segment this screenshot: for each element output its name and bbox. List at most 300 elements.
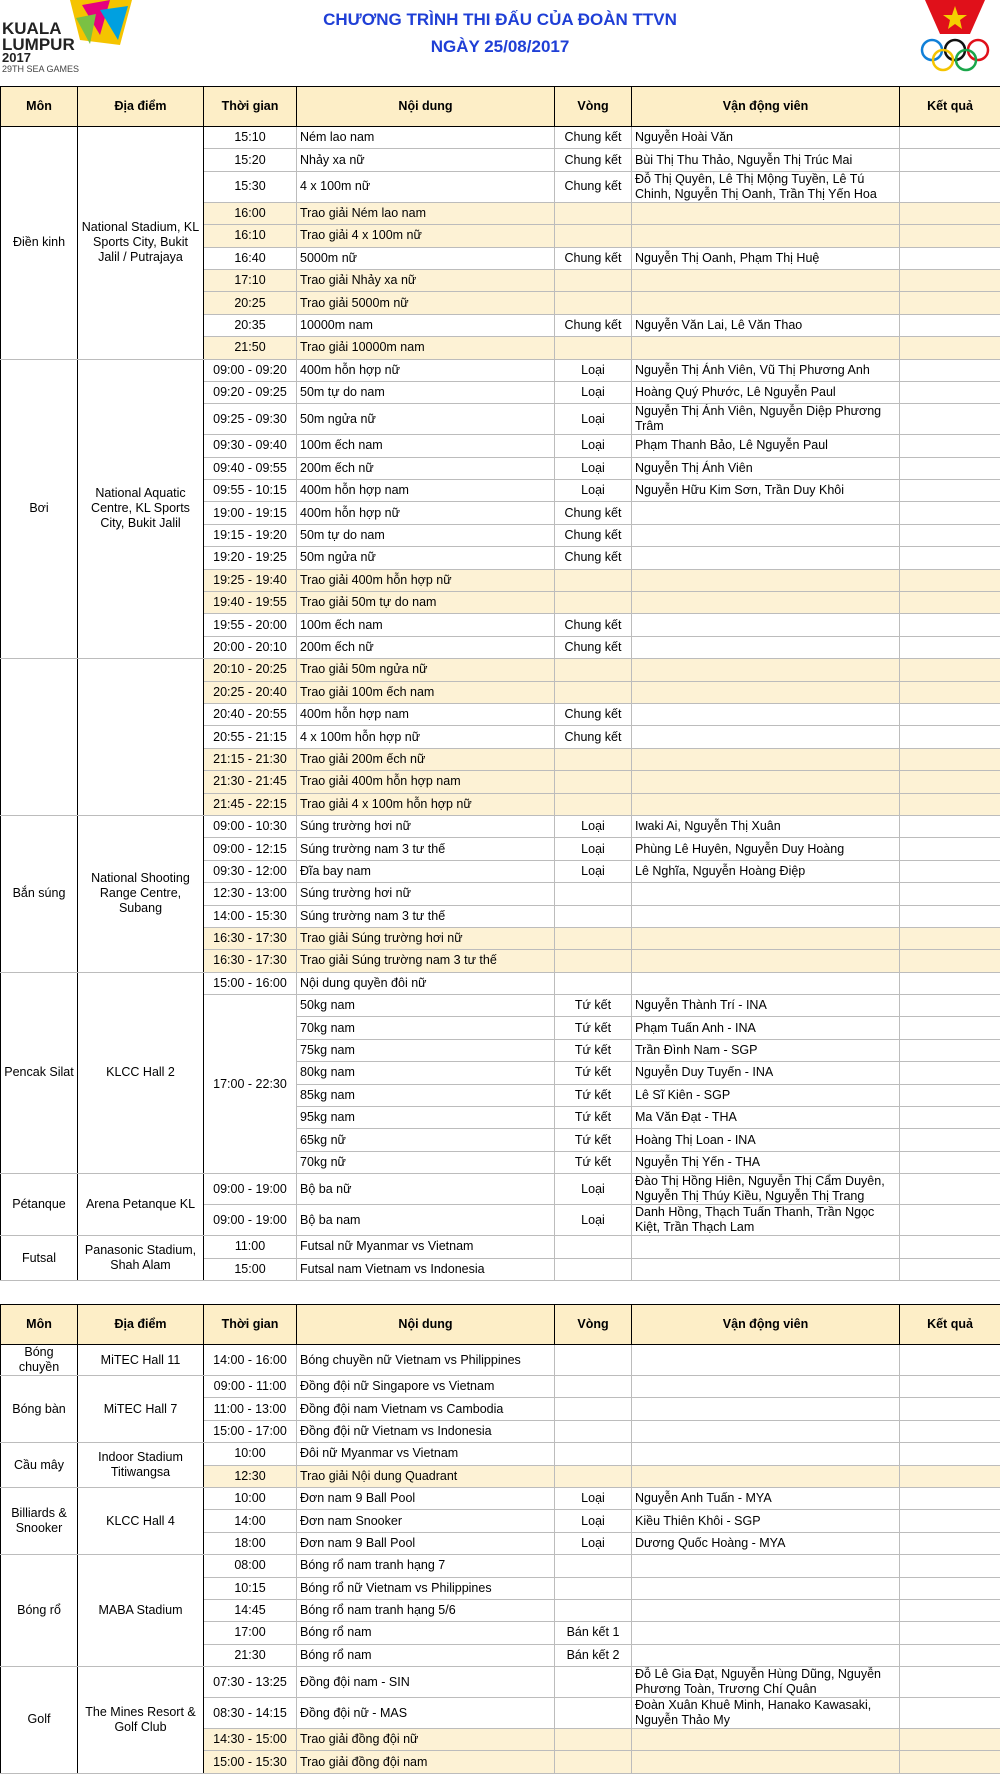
event-cell: Bộ ba nữ xyxy=(297,1174,555,1205)
table-row xyxy=(1,127,1000,149)
page-date: NGÀY 25/08/2017 xyxy=(430,37,570,56)
athletes-cell: Hoàng Thị Loan - INA xyxy=(632,1129,900,1151)
venue-cell: MiTEC Hall 11 xyxy=(78,1345,204,1376)
event-cell: 75kg nam xyxy=(297,1039,555,1061)
result-cell xyxy=(900,1532,1000,1554)
result-cell xyxy=(900,838,1000,860)
result-cell xyxy=(900,1751,1000,1773)
round-cell: Loại xyxy=(555,1510,632,1532)
time-cell: 15:00 xyxy=(204,1258,297,1280)
event-cell: 50m ngửa nữ xyxy=(297,404,555,435)
result-cell xyxy=(900,1577,1000,1599)
round-cell: Loại xyxy=(555,381,632,403)
athletes-cell: Nguyễn Thị Ánh Viên, Nguyễn Diệp Phương Trâm xyxy=(632,404,900,435)
column-header-venue: Địa điểm xyxy=(78,87,204,127)
svg-text:KUALA: KUALA xyxy=(2,19,62,38)
round-cell: Loại xyxy=(555,480,632,502)
round-cell xyxy=(555,1236,632,1258)
event-cell: Đồng đội nữ Singapore vs Vietnam xyxy=(297,1376,555,1398)
event-cell: 400m hỗn hợp nam xyxy=(297,703,555,725)
athletes-cell xyxy=(632,748,900,770)
athletes-cell xyxy=(632,1729,900,1751)
venue-cell: MABA Stadium xyxy=(78,1555,204,1667)
result-cell xyxy=(900,337,1000,359)
event-cell: 4 x 100m hỗn hợp nữ xyxy=(297,726,555,748)
round-cell xyxy=(555,1751,632,1773)
time-cell: 09:00 - 10:30 xyxy=(204,815,297,837)
result-cell xyxy=(900,1017,1000,1039)
round-cell: Tứ kết xyxy=(555,1017,632,1039)
result-cell xyxy=(900,127,1000,149)
sport-cell: Billiards & Snooker xyxy=(1,1487,78,1554)
round-cell xyxy=(555,202,632,224)
result-cell xyxy=(900,614,1000,636)
athletes-cell: Nguyễn Thị Ánh Viên, Vũ Thị Phương Anh xyxy=(632,359,900,381)
result-cell xyxy=(900,592,1000,614)
time-cell: 16:40 xyxy=(204,247,297,269)
event-cell: 70kg nữ xyxy=(297,1151,555,1173)
sport-cell: Pencak Silat xyxy=(1,972,78,1174)
result-cell xyxy=(900,1622,1000,1644)
athletes-cell xyxy=(632,1465,900,1487)
athletes-cell xyxy=(632,1420,900,1442)
athletes-cell: Trần Đình Nam - SGP xyxy=(632,1039,900,1061)
round-cell: Chung kết xyxy=(555,502,632,524)
athletes-cell: Hoàng Quý Phước, Lê Nguyễn Paul xyxy=(632,381,900,403)
time-cell: 11:00 - 13:00 xyxy=(204,1398,297,1420)
round-cell xyxy=(555,950,632,972)
result-cell xyxy=(900,1205,1000,1236)
time-cell: 15:00 - 17:00 xyxy=(204,1420,297,1442)
athletes-cell: Ma Văn Đạt - THA xyxy=(632,1107,900,1129)
table-header-row xyxy=(1,87,1000,127)
time-cell: 09:00 - 09:20 xyxy=(204,359,297,381)
athletes-cell xyxy=(632,1599,900,1621)
time-cell: 15:00 - 15:30 xyxy=(204,1751,297,1773)
event-cell: Bóng rổ nam tranh hạng 5/6 xyxy=(297,1599,555,1621)
round-cell: Chung kết xyxy=(555,171,632,202)
event-cell: 50m tự do nam xyxy=(297,381,555,403)
round-cell xyxy=(555,905,632,927)
result-cell xyxy=(900,1062,1000,1084)
event-cell: Súng trường hơi nữ xyxy=(297,815,555,837)
time-cell: 15:00 - 16:00 xyxy=(204,972,297,994)
athletes-cell xyxy=(632,950,900,972)
athletes-cell: Lê Sĩ Kiên - SGP xyxy=(632,1084,900,1106)
round-cell xyxy=(555,1577,632,1599)
athletes-cell xyxy=(632,883,900,905)
table-row xyxy=(1,1345,1000,1376)
column-header-round: Vòng xyxy=(555,1305,632,1345)
event-cell: 400m hỗn hợp nữ xyxy=(297,359,555,381)
svg-text:29TH SEA GAMES: 29TH SEA GAMES xyxy=(2,64,80,74)
round-cell: Loại xyxy=(555,815,632,837)
athletes-cell: Nguyễn Thành Trí - INA xyxy=(632,995,900,1017)
athletes-cell xyxy=(632,547,900,569)
result-cell xyxy=(900,950,1000,972)
event-cell: Trao giải Súng trường hơi nữ xyxy=(297,927,555,949)
athletes-cell xyxy=(632,524,900,546)
athletes-cell: Bùi Thị Thu Thảo, Nguyễn Thị Trúc Mai xyxy=(632,149,900,171)
result-cell xyxy=(900,927,1000,949)
schedule-table-secondary xyxy=(0,1304,1000,1774)
round-cell: Chung kết xyxy=(555,547,632,569)
athletes-cell: Lê Nghĩa, Nguyễn Hoàng Điệp xyxy=(632,860,900,882)
time-cell: 21:50 xyxy=(204,337,297,359)
venue-cell: National Aquatic Centre, KL Sports City, Bukit Jalil xyxy=(78,359,204,659)
event-cell: 200m ếch nữ xyxy=(297,636,555,658)
event-cell: Futsal nữ Myanmar vs Vietnam xyxy=(297,1236,555,1258)
round-cell xyxy=(555,1398,632,1420)
sport-cell xyxy=(1,659,78,816)
event-cell: Đĩa bay nam xyxy=(297,860,555,882)
round-cell: Chung kết xyxy=(555,703,632,725)
time-cell: 21:15 - 21:30 xyxy=(204,748,297,770)
event-cell: 50m ngửa nữ xyxy=(297,547,555,569)
time-cell: 10:00 xyxy=(204,1487,297,1509)
round-cell xyxy=(555,569,632,591)
table-row xyxy=(1,1667,1000,1698)
athletes-cell xyxy=(632,972,900,994)
result-cell xyxy=(900,771,1000,793)
page-header xyxy=(0,0,1000,84)
result-cell xyxy=(900,905,1000,927)
sport-cell: Bóng chuyền xyxy=(1,1345,78,1376)
time-cell: 21:30 xyxy=(204,1644,297,1666)
time-cell: 09:00 - 11:00 xyxy=(204,1376,297,1398)
time-cell: 15:10 xyxy=(204,127,297,149)
athletes-cell: Danh Hồng, Thạch Tuấn Thanh, Trần Ngọc Kiệt, Trần Thạch Lam xyxy=(632,1205,900,1236)
time-cell: 20:40 - 20:55 xyxy=(204,703,297,725)
event-cell: Trao giải Ném lao nam xyxy=(297,202,555,224)
result-cell xyxy=(900,1174,1000,1205)
athletes-cell: Nguyễn Anh Tuấn - MYA xyxy=(632,1487,900,1509)
time-cell: 19:25 - 19:40 xyxy=(204,569,297,591)
column-header-result: Kết quả xyxy=(900,1305,1000,1345)
round-cell: Chung kết xyxy=(555,614,632,636)
time-cell: 15:20 xyxy=(204,149,297,171)
time-cell: 09:00 - 19:00 xyxy=(204,1174,297,1205)
result-cell xyxy=(900,1236,1000,1258)
result-cell xyxy=(900,1644,1000,1666)
event-cell: Súng trường hơi nữ xyxy=(297,883,555,905)
result-cell xyxy=(900,1487,1000,1509)
round-cell xyxy=(555,592,632,614)
result-cell xyxy=(900,480,1000,502)
athletes-cell xyxy=(632,592,900,614)
round-cell: Bán kết 1 xyxy=(555,1622,632,1644)
result-cell xyxy=(900,404,1000,435)
time-cell: 17:00 xyxy=(204,1622,297,1644)
result-cell xyxy=(900,659,1000,681)
time-cell: 09:25 - 09:30 xyxy=(204,404,297,435)
result-cell xyxy=(900,202,1000,224)
column-header-time: Thời gian xyxy=(204,87,297,127)
result-cell xyxy=(900,1039,1000,1061)
time-cell: 09:40 - 09:55 xyxy=(204,457,297,479)
round-cell: Chung kết xyxy=(555,247,632,269)
round-cell xyxy=(555,927,632,949)
round-cell: Loại xyxy=(555,359,632,381)
athletes-cell xyxy=(632,269,900,291)
athletes-cell xyxy=(632,1555,900,1577)
event-cell: Trao giải 50m ngửa nữ xyxy=(297,659,555,681)
venue-cell: National Shooting Range Centre, Subang xyxy=(78,815,204,972)
time-cell: 11:00 xyxy=(204,1236,297,1258)
time-cell: 20:35 xyxy=(204,314,297,336)
result-cell xyxy=(900,1129,1000,1151)
round-cell: Tứ kết xyxy=(555,1129,632,1151)
schedule-table-main xyxy=(0,86,1000,1281)
athletes-cell xyxy=(632,1577,900,1599)
time-cell: 09:00 - 19:00 xyxy=(204,1205,297,1236)
round-cell xyxy=(555,269,632,291)
result-cell xyxy=(900,748,1000,770)
time-cell: 07:30 - 13:25 xyxy=(204,1667,297,1698)
venue-cell: KLCC Hall 4 xyxy=(78,1487,204,1554)
result-cell xyxy=(900,435,1000,457)
round-cell xyxy=(555,337,632,359)
event-cell: Ném lao nam xyxy=(297,127,555,149)
time-cell: 18:00 xyxy=(204,1532,297,1554)
table-row xyxy=(1,1555,1000,1577)
athletes-cell xyxy=(632,1345,900,1376)
athletes-cell xyxy=(632,636,900,658)
round-cell xyxy=(555,1376,632,1398)
event-cell: 400m hỗn hợp nam xyxy=(297,480,555,502)
time-cell: 12:30 xyxy=(204,1465,297,1487)
round-cell: Loại xyxy=(555,860,632,882)
athletes-cell xyxy=(632,1751,900,1773)
round-cell xyxy=(555,292,632,314)
event-cell: 80kg nam xyxy=(297,1062,555,1084)
table-row xyxy=(1,1174,1000,1205)
time-cell: 14:00 xyxy=(204,1510,297,1532)
event-cell: 50m tự do nam xyxy=(297,524,555,546)
athletes-cell: Nguyễn Duy Tuyến - INA xyxy=(632,1062,900,1084)
athletes-cell: Iwaki Ai, Nguyễn Thị Xuân xyxy=(632,815,900,837)
result-cell xyxy=(900,1376,1000,1398)
result-cell xyxy=(900,1698,1000,1729)
sport-cell: Pétanque xyxy=(1,1174,78,1236)
athletes-cell: Nguyễn Thị Oanh, Phạm Thị Huệ xyxy=(632,247,900,269)
athletes-cell xyxy=(632,1644,900,1666)
venue-cell: Indoor Stadium Titiwangsa xyxy=(78,1443,204,1488)
result-cell xyxy=(900,1345,1000,1376)
time-cell: 15:30 xyxy=(204,171,297,202)
event-cell: 400m hỗn hợp nữ xyxy=(297,502,555,524)
round-cell: Loại xyxy=(555,435,632,457)
result-cell xyxy=(900,883,1000,905)
athletes-cell xyxy=(632,1622,900,1644)
round-cell xyxy=(555,1599,632,1621)
sport-cell: Cầu mây xyxy=(1,1443,78,1488)
athletes-cell xyxy=(632,771,900,793)
event-cell: 100m ếch nam xyxy=(297,435,555,457)
event-cell: 200m ếch nữ xyxy=(297,457,555,479)
round-cell: Loại xyxy=(555,1174,632,1205)
athletes-cell: Nguyễn Thị Yến - THA xyxy=(632,1151,900,1173)
time-cell: 20:25 xyxy=(204,292,297,314)
round-cell xyxy=(555,681,632,703)
result-cell xyxy=(900,457,1000,479)
venue-cell: The Mines Resort & Golf Club xyxy=(78,1667,204,1774)
event-cell: Đồng đội nữ - MAS xyxy=(297,1698,555,1729)
event-cell: 70kg nam xyxy=(297,1017,555,1039)
venue-cell xyxy=(78,659,204,816)
result-cell xyxy=(900,1258,1000,1280)
result-cell xyxy=(900,547,1000,569)
event-cell: Trao giải 100m ếch nam xyxy=(297,681,555,703)
event-cell: Bóng rổ nữ Vietnam vs Philippines xyxy=(297,1577,555,1599)
round-cell: Tứ kết xyxy=(555,1084,632,1106)
athletes-cell xyxy=(632,569,900,591)
event-cell: 100m ếch nam xyxy=(297,614,555,636)
column-header-round: Vòng xyxy=(555,87,632,127)
athletes-cell: Phạm Thanh Bảo, Lê Nguyễn Paul xyxy=(632,435,900,457)
event-cell: Trao giải 400m hỗn hợp nữ xyxy=(297,569,555,591)
result-cell xyxy=(900,1151,1000,1173)
event-cell: Đồng đội nam Vietnam vs Cambodia xyxy=(297,1398,555,1420)
time-cell: 19:40 - 19:55 xyxy=(204,592,297,614)
athletes-cell: Đỗ Thị Quyên, Lê Thị Mộng Tuyền, Lê Tú Chinh, Nguyễn Thị Oanh, Trần Thị Yến Hoa xyxy=(632,171,900,202)
result-cell xyxy=(900,995,1000,1017)
time-cell: 16:10 xyxy=(204,225,297,247)
time-cell: 09:00 - 12:15 xyxy=(204,838,297,860)
time-cell: 14:45 xyxy=(204,1599,297,1621)
event-cell: Bóng rổ nam xyxy=(297,1622,555,1644)
event-cell: Đôi nữ Myanmar vs Vietnam xyxy=(297,1443,555,1465)
sport-cell: Bắn súng xyxy=(1,815,78,972)
round-cell xyxy=(555,1345,632,1376)
result-cell xyxy=(900,314,1000,336)
event-cell: Bộ ba nam xyxy=(297,1205,555,1236)
result-cell xyxy=(900,972,1000,994)
time-cell: 16:30 - 17:30 xyxy=(204,950,297,972)
athletes-cell: Nguyễn Văn Lai, Lê Văn Thao xyxy=(632,314,900,336)
round-cell: Tứ kết xyxy=(555,995,632,1017)
athletes-cell xyxy=(632,1258,900,1280)
round-cell xyxy=(555,1258,632,1280)
sport-cell: Bơi xyxy=(1,359,78,659)
event-cell: Đồng đội nữ Vietnam vs Indonesia xyxy=(297,1420,555,1442)
result-cell xyxy=(900,1107,1000,1129)
event-cell: Trao giải 50m tự do nam xyxy=(297,592,555,614)
round-cell xyxy=(555,883,632,905)
result-cell xyxy=(900,292,1000,314)
athletes-cell xyxy=(632,225,900,247)
time-cell: 10:00 xyxy=(204,1443,297,1465)
result-cell xyxy=(900,681,1000,703)
round-cell: Chung kết xyxy=(555,314,632,336)
column-header-athletes: Vận động viên xyxy=(632,1305,900,1345)
round-cell: Tứ kết xyxy=(555,1062,632,1084)
round-cell: Tứ kết xyxy=(555,1107,632,1129)
time-cell: 20:10 - 20:25 xyxy=(204,659,297,681)
athletes-cell xyxy=(632,292,900,314)
svg-text:LUMPUR: LUMPUR xyxy=(2,35,75,54)
result-cell xyxy=(900,569,1000,591)
athletes-cell: Nguyễn Thị Ánh Viên xyxy=(632,457,900,479)
event-cell: Trao giải 4 x 100m hỗn hợp nữ xyxy=(297,793,555,815)
result-cell xyxy=(900,793,1000,815)
time-cell: 14:00 - 16:00 xyxy=(204,1345,297,1376)
result-cell xyxy=(900,269,1000,291)
result-cell xyxy=(900,502,1000,524)
result-cell xyxy=(900,1729,1000,1751)
venue-cell: KLCC Hall 2 xyxy=(78,972,204,1174)
athletes-cell xyxy=(632,703,900,725)
athletes-cell xyxy=(632,1236,900,1258)
time-cell: 17:00 - 22:30 xyxy=(204,995,297,1174)
event-cell: Súng trường nam 3 tư thế xyxy=(297,838,555,860)
time-cell: 16:30 - 17:30 xyxy=(204,927,297,949)
time-cell: 20:00 - 20:10 xyxy=(204,636,297,658)
round-cell: Chung kết xyxy=(555,149,632,171)
svg-text:2017: 2017 xyxy=(2,50,31,65)
event-cell: Trao giải 400m hỗn hợp nam xyxy=(297,771,555,793)
result-cell xyxy=(900,524,1000,546)
event-cell: Bóng rổ nam xyxy=(297,1644,555,1666)
event-cell: Nội dung quyền đôi nữ xyxy=(297,972,555,994)
sport-cell: Bóng rổ xyxy=(1,1555,78,1667)
result-cell xyxy=(900,1465,1000,1487)
table-row xyxy=(1,815,1000,837)
round-cell xyxy=(555,972,632,994)
table-row xyxy=(1,1376,1000,1398)
result-cell xyxy=(900,703,1000,725)
athletes-cell xyxy=(632,1443,900,1465)
round-cell: Loại xyxy=(555,1532,632,1554)
round-cell xyxy=(555,1555,632,1577)
column-header-sport: Môn xyxy=(1,87,78,127)
time-cell: 21:30 - 21:45 xyxy=(204,771,297,793)
athletes-cell xyxy=(632,614,900,636)
athletes-cell xyxy=(632,1376,900,1398)
athletes-cell: Nguyễn Hữu Kim Sơn, Trần Duy Khôi xyxy=(632,480,900,502)
result-cell xyxy=(900,225,1000,247)
athletes-cell xyxy=(632,202,900,224)
event-cell: 5000m nữ xyxy=(297,247,555,269)
event-cell: 85kg nam xyxy=(297,1084,555,1106)
time-cell: 20:55 - 21:15 xyxy=(204,726,297,748)
column-header-venue: Địa điểm xyxy=(78,1305,204,1345)
round-cell: Chung kết xyxy=(555,524,632,546)
round-cell xyxy=(555,1443,632,1465)
athletes-cell xyxy=(632,927,900,949)
venue-cell: National Stadium, KL Sports City, Bukit Jalil / Putrajaya xyxy=(78,127,204,360)
table-row xyxy=(1,1443,1000,1465)
round-cell xyxy=(555,1465,632,1487)
event-cell: 4 x 100m nữ xyxy=(297,171,555,202)
event-cell: Bóng rổ nam tranh hạng 7 xyxy=(297,1555,555,1577)
result-cell xyxy=(900,636,1000,658)
time-cell: 14:30 - 15:00 xyxy=(204,1729,297,1751)
time-cell: 14:00 - 15:30 xyxy=(204,905,297,927)
table-row xyxy=(1,359,1000,381)
result-cell xyxy=(900,171,1000,202)
time-cell: 21:45 - 22:15 xyxy=(204,793,297,815)
round-cell xyxy=(555,225,632,247)
table-row xyxy=(1,1236,1000,1258)
time-cell: 09:55 - 10:15 xyxy=(204,480,297,502)
round-cell: Tứ kết xyxy=(555,1039,632,1061)
event-cell: Trao giải Súng trường nam 3 tư thế xyxy=(297,950,555,972)
round-cell xyxy=(555,748,632,770)
result-cell xyxy=(900,1443,1000,1465)
event-cell: Bóng chuyền nữ Vietnam vs Philippines xyxy=(297,1345,555,1376)
round-cell xyxy=(555,771,632,793)
